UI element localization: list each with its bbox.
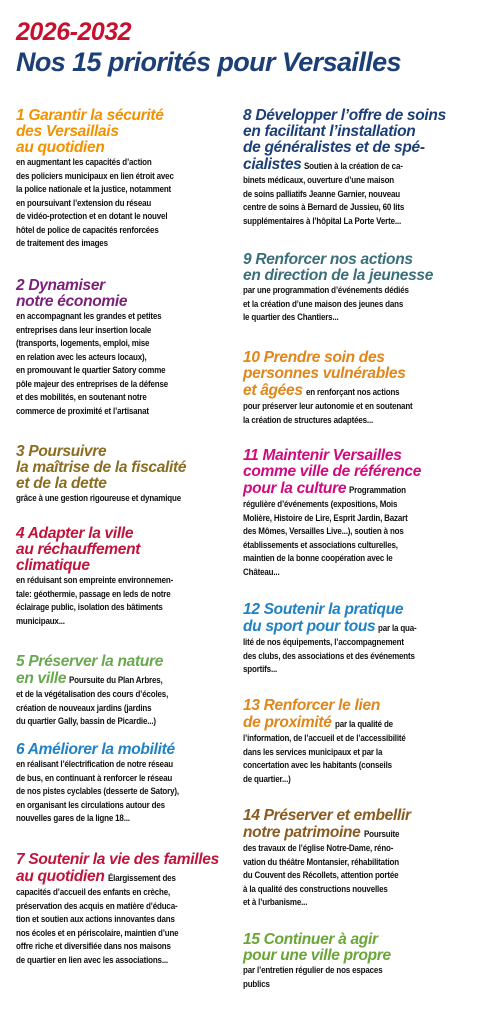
- priority-description-line: éclairage public, isolation des bâtiments: [16, 602, 163, 612]
- priority-description-line: de vidéo-protection et en dotant le nouvel: [16, 211, 168, 221]
- priority-description-line: création de nouveaux jardins (jardins: [16, 702, 152, 713]
- priority-heading-line: au quotidien: [16, 868, 105, 885]
- priority-heading-line: et âgées: [243, 382, 303, 399]
- priority-11: [243, 448, 477, 579]
- priority-2: [16, 278, 271, 418]
- priority-description-line: et à l’urbanisme...: [243, 897, 308, 907]
- priority-heading-line: au quotidien: [16, 139, 105, 156]
- priority-heading-line: 11 Maintenir Versailles: [243, 447, 402, 464]
- priority-description: [16, 758, 235, 826]
- priority-description-line: Château...: [243, 566, 280, 577]
- priority-heading-line: de généralistes et de spé-: [243, 139, 425, 156]
- priority-description-line: et la création d’une maison des jeunes dans: [243, 298, 404, 309]
- priority-description-line: des policiers municipaux en lien étroit avec: [16, 170, 174, 181]
- priority-description: [16, 886, 235, 967]
- priority-description-line: en relation avec les acteurs locaux),: [16, 351, 147, 362]
- priority-description-line: de nos pistes cyclables (desserte de Satory),: [16, 786, 179, 796]
- priority-heading-line: au réchauffement: [16, 541, 141, 558]
- priority-description: [243, 964, 462, 991]
- priority-description-line: en renforçant nos actions: [305, 387, 400, 397]
- priority-description-line: Programmation: [349, 485, 407, 495]
- page-header: [16, 18, 401, 78]
- priority-description-line: en augmentant les capacités d’action: [16, 157, 152, 167]
- priority-description: [16, 492, 235, 506]
- priority-heading-line: 7 Soutenir la vie des familles: [16, 851, 219, 868]
- priority-description-line: tale: géothermie, passage en leds de notre: [16, 588, 171, 599]
- priority-description-line: entreprises dans leur insertion locale: [16, 324, 152, 335]
- priority-description: [16, 688, 235, 729]
- priority-heading-line: 14 Préserver et embellir: [243, 807, 411, 824]
- priority-14: [243, 808, 477, 910]
- priority-description: [243, 284, 462, 325]
- priority-description-line: du Couvent des Récollets, attention portée: [243, 870, 399, 880]
- page-title: Nos 15 priorités pour Versailles: [16, 47, 401, 77]
- priority-description-line: la police nationale et la justice, notamment: [16, 184, 172, 194]
- priority-3: [16, 444, 271, 506]
- priority-heading-line: cialistes: [243, 156, 302, 173]
- priority-description-line: de soins palliatifs Jeanne Garnier, nouveau: [243, 188, 401, 199]
- priority-5: [16, 654, 271, 729]
- priority-description-line: lité de nos équipements, l’accompagnement: [243, 637, 404, 647]
- priority-description-line: maintien de la bonne coopération avec le: [243, 553, 393, 563]
- priority-1: [16, 108, 271, 251]
- priority-description-line: préservation des acquis en matière d’éduca-: [16, 900, 178, 911]
- priority-description-line: de quartier...): [243, 773, 291, 784]
- priority-description-line: de traitement des images: [16, 238, 108, 248]
- priority-description-line: en réduisant son empreinte environnemen-: [16, 575, 174, 585]
- priority-heading-line: de proximité: [243, 714, 332, 731]
- priority-description-line: pour préserver leur autonomie et en soutenant: [243, 401, 413, 411]
- priority-description-line: en organisant les circulations autour des: [16, 799, 165, 810]
- priority-heading-line: du sport pour tous: [243, 618, 376, 635]
- priority-description-line: capacités d’accueil des enfants en crèche,: [16, 887, 171, 897]
- priority-heading-line: comme ville de référence: [243, 463, 422, 480]
- priority-description-line: pôle majeur des entreprises de la défense: [16, 378, 169, 389]
- priority-15: [243, 932, 477, 991]
- priority-description: [16, 310, 235, 418]
- priority-description-line: de bus, en continuant à renforcer le réseau: [16, 772, 173, 783]
- priority-heading-line: en ville: [16, 670, 67, 687]
- priority-description-line: à la qualité des constructions nouvelles: [243, 883, 388, 894]
- priority-heading-line: pour une ville propre: [243, 947, 391, 964]
- priority-description-line: Poursuite du Plan Arbres,: [69, 675, 163, 685]
- priority-heading-line: 8 Développer l’offre de soins: [243, 107, 446, 124]
- priority-heading-line: 5 Préserver la nature: [16, 653, 164, 670]
- priority-description-line: centre de soins à Bernard de Jussieu, 60 lits: [243, 202, 405, 212]
- priority-heading-line: 9 Renforcer nos actions: [243, 251, 413, 268]
- priority-heading-line: des Versaillais: [16, 123, 119, 140]
- priority-13: [243, 698, 477, 786]
- priority-description-line: publics: [243, 978, 270, 989]
- priority-12: [243, 602, 477, 677]
- priority-heading-line: 13 Renforcer le lien: [243, 697, 381, 714]
- priority-description-line: vation du théâtre Montansier, réhabilitation: [243, 856, 399, 867]
- priority-description-line: municipaux...: [16, 615, 65, 626]
- priority-4: [16, 526, 271, 628]
- priority-description-line: (transports, logements, emploi, mise: [16, 338, 150, 348]
- priority-description-line: par la qualité de: [334, 719, 393, 729]
- priority-description: [243, 498, 462, 579]
- priority-description-line: Molière, Histoire de Lire, Esprit Jardin, Bazart: [243, 512, 408, 523]
- priority-description-line: offre riche et diversifiée dans nos maisons: [16, 941, 171, 951]
- priority-description: [16, 156, 235, 251]
- priority-heading-line: 15 Continuer à agir: [243, 931, 378, 948]
- priority-description-line: hôtel de police de capacités renforcées: [16, 224, 159, 235]
- priority-description-line: le quartier des Chantiers...: [243, 312, 339, 322]
- priority-heading-line: climatique: [16, 557, 90, 574]
- priority-heading-line: notre économie: [16, 293, 128, 310]
- priority-description-line: concertation avec les habitants (conseils: [243, 760, 392, 770]
- priority-description-line: par une programmation d’événements dédiés: [243, 285, 409, 295]
- priority-heading-line: 6 Améliorer la mobilité: [16, 741, 175, 758]
- priority-description-line: Élargissement des: [107, 873, 176, 883]
- priority-10: [243, 350, 477, 427]
- priority-description-line: binets médicaux, ouverture d’une maison: [243, 175, 395, 185]
- priority-heading-line: 3 Poursuivre: [16, 443, 107, 460]
- priority-description-line: des travaux de l’église Notre-Dame, réno-: [243, 843, 394, 853]
- priority-description: [243, 636, 462, 677]
- priority-heading-line: personnes vulnérables: [243, 365, 406, 382]
- priority-description: [16, 574, 235, 628]
- priority-description-line: en accompagnant les grandes et petites: [16, 311, 162, 321]
- priority-description: [243, 400, 462, 427]
- priority-heading-line: en direction de la jeunesse: [243, 267, 434, 284]
- priority-heading-line: notre patrimoine: [243, 824, 361, 841]
- priority-description-line: en poursuivant l’extension du réseau: [16, 197, 152, 208]
- priority-9: [243, 252, 477, 325]
- priority-description-line: supplémentaires à l’hôpital La Porte Verte...: [243, 215, 401, 226]
- priority-description-line: par l’entretien régulier de nos espaces: [243, 965, 383, 975]
- priority-7: [16, 852, 271, 967]
- priority-description: [243, 842, 462, 910]
- priority-description-line: de quartier en lien avec les associations...: [16, 954, 168, 965]
- priority-heading-line: en facilitant l’installation: [243, 123, 416, 140]
- priority-description-line: en promouvant le quartier Satory comme: [16, 365, 166, 375]
- priority-description-line: la création de structures adaptées...: [243, 414, 374, 425]
- priority-description-line: commerce de proximité et l’artisanat: [16, 405, 149, 416]
- priority-heading-line: 12 Soutenir la pratique: [243, 601, 404, 618]
- priority-description-line: des clubs, des associations et des événements: [243, 650, 415, 661]
- priority-description-line: établissements et associations culturelles,: [243, 539, 398, 550]
- priority-description-line: grâce à une gestion rigoureuse et dynamique: [16, 493, 181, 503]
- priority-heading-line: la maîtrise de la fiscalité: [16, 459, 187, 476]
- priority-description-line: dans les services municipaux et par la: [243, 746, 383, 757]
- priority-heading-line: et de la dette: [16, 475, 107, 492]
- priority-description-line: sportifs...: [243, 664, 278, 674]
- priority-description: [243, 174, 462, 228]
- priority-description-line: l’information, de l’accueil et de l’accessibilité: [243, 733, 406, 743]
- priority-description-line: en réalisant l’électrification de notre réseau: [16, 759, 173, 769]
- priority-heading-line: 4 Adapter la ville: [16, 525, 134, 542]
- priority-description-line: du quartier Gally, bassin de Picardie...): [16, 716, 156, 726]
- priority-description-line: et des mobilités, en soutenant notre: [16, 392, 147, 402]
- priority-8: [243, 108, 477, 228]
- priority-heading-line: 2 Dynamiser: [16, 277, 105, 294]
- priority-description-line: par la qua-: [378, 623, 417, 633]
- priority-description-line: tion et soutien aux actions innovantes dans: [16, 914, 175, 924]
- priority-heading-line: 10 Prendre soin des: [243, 349, 385, 366]
- priority-description-line: et de la végétalisation des cours d’écoles,: [16, 689, 169, 699]
- priority-description-line: nos écoles et en périscolaire, maintien d’une: [16, 927, 179, 938]
- priority-heading-line: 1 Garantir la sécurité: [16, 107, 164, 124]
- term-years: 2026-2032: [16, 18, 132, 46]
- priority-description-line: Poursuite: [363, 829, 399, 839]
- priority-description: [243, 732, 462, 786]
- priority-heading-line: pour la culture: [243, 480, 347, 497]
- priority-description-line: nouvelles gares de la ligne 18...: [16, 813, 130, 823]
- priority-description-line: des Mômes, Versailles Live...), soutien à nos: [243, 526, 404, 536]
- priority-6: [16, 742, 271, 826]
- priority-description-line: Soutien à la création de ca-: [304, 161, 404, 171]
- priority-description-line: régulière d’événements (expositions, Mois: [243, 499, 398, 509]
